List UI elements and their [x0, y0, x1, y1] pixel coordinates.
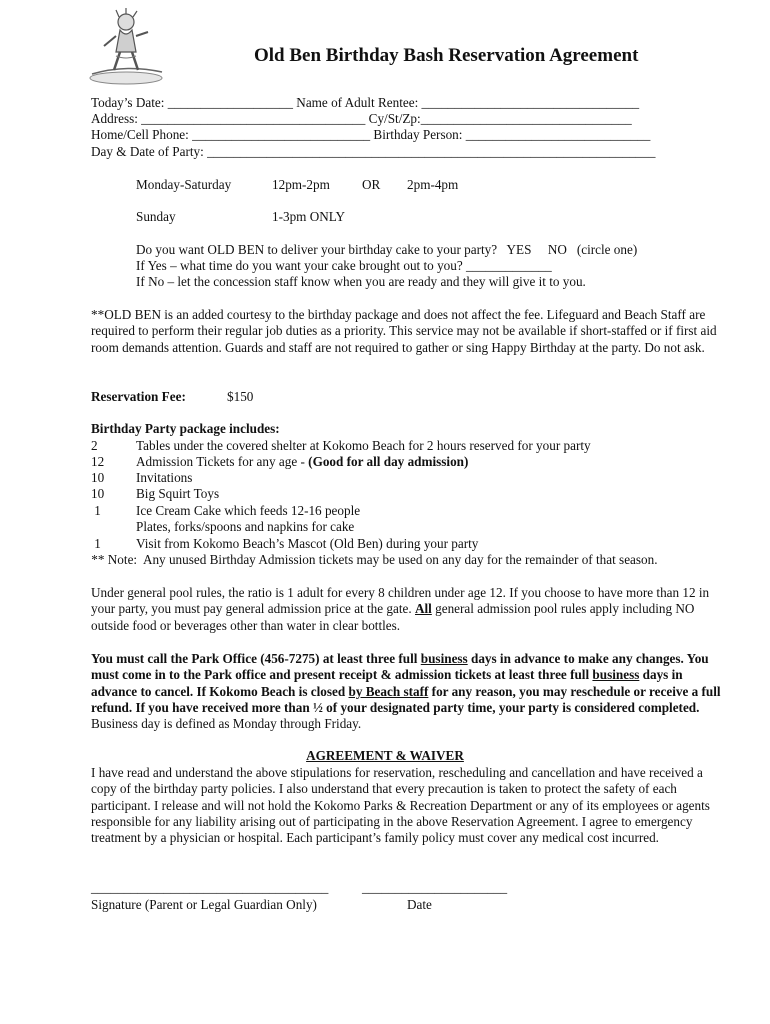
package-item: Big Squirt Toys: [136, 486, 220, 501]
or-label: OR: [362, 177, 381, 192]
package-item: Ice Cream Cake which feeds 12-16 people: [136, 503, 361, 518]
signature-line[interactable]: ____________________________________: [91, 880, 329, 895]
date-label: Date: [407, 897, 432, 912]
package-qty: 12: [91, 454, 105, 469]
phone-birthday-person-line[interactable]: Home/Cell Phone: ___________________________ Birthday Person: ____________________________: [91, 127, 651, 142]
package-qty: 1: [91, 536, 101, 551]
monsat-slot-1: 12pm-2pm: [272, 177, 330, 192]
todays-date-rentee-line[interactable]: Today’s Date: ___________________ Name of Adult Rentee: _________________________________: [91, 95, 640, 110]
sunday-label: Sunday: [136, 209, 176, 224]
policy-paragraph: You must call the Park Office (456-7275) at least three full business days in advance to make any changes. You must come in to the Park office and present receipt & admission tickets at least three full business days in advance to cancel. If Kokomo Beach is closed by Beach staff for any reason, you may reschedule or receive a full refund. If you have received more than ½ of your designated party time, your party is considered completed. Business day is defined as Monday through Friday.: [91, 651, 721, 732]
page-title: Old Ben Birthday Bash Reservation Agreement: [254, 45, 639, 66]
pool-rules-paragraph: Under general pool rules, the ratio is 1 adult for every 8 children under age 12. If you choose to have more than 12 in your party, you must pay general admission price at the gate. All general admission pool rules apply including NO outside food or beverages other than water in clear bottles.: [91, 585, 710, 633]
package-qty: 10: [91, 470, 105, 485]
package-qty: 1: [91, 503, 101, 518]
date-line[interactable]: ______________________: [362, 880, 508, 895]
cake-no-note: If No – let the concession staff know when you are ready and they will give it to you.: [136, 274, 586, 289]
package-item: Visit from Kokomo Beach’s Mascot (Old Ben) during your party: [136, 536, 479, 551]
address-line[interactable]: Address: __________________________________ Cy/St/Zp:________________________________: [91, 111, 632, 126]
sunday-slot: 1-3pm ONLY: [272, 209, 346, 224]
package-item: Invitations: [136, 470, 193, 485]
cake-question: Do you want OLD BEN to deliver your birthday cake to your party? YES NO (circle one): [136, 242, 638, 257]
package-heading: Birthday Party package includes:: [91, 421, 280, 436]
party-date-line[interactable]: Day & Date of Party: ____________________________________________________________________: [91, 144, 656, 159]
old-ben-mascot-logo: [86, 8, 166, 88]
fee-value: $150: [227, 389, 254, 404]
cake-time-question: If Yes – what time do you want your cake brought out to you? _____________: [136, 258, 552, 273]
monsat-slot-2: 2pm-4pm: [407, 177, 459, 192]
package-item: Plates, forks/spoons and napkins for cake: [136, 519, 355, 534]
package-qty: 2: [91, 438, 98, 453]
waiver-heading: AGREEMENT & WAIVER: [306, 748, 464, 763]
waiver-paragraph: I have read and understand the above stipulations for reservation, rescheduling and cancellation and have received a copy of the birthday party policies. I also understand that every precaution is taken to protect the safety of each participant. I release and will not hold the Kokomo Parks & Recreation Department or any of its employees or agents responsible for any liability arising out of participating in the above Reservation Agreement. I agree to emergency treatment by a physician or hospital. Each participant’s family policy must cover any medical cost incurred.: [91, 765, 710, 846]
package-note: ** Note: Any unused Birthday Admission tickets may be used on any day for the remainder of that season.: [88, 552, 658, 567]
package-qty: 10: [91, 486, 105, 501]
package-item: Admission Tickets for any age - (Good for all day admission): [136, 454, 469, 469]
fee-label: Reservation Fee:: [91, 389, 186, 404]
courtesy-paragraph: **OLD BEN is an added courtesy to the birthday package and does not affect the fee. Lifeguard and Beach Staff are required to perform their regular job duties as a priority. This service may not be available if short-staffed or if first aid room demands attention. Guards and staff are not required to gather or sing Happy Birthday at the party. Do not ask.: [91, 307, 717, 355]
package-item: Tables under the covered shelter at Kokomo Beach for 2 hours reserved for your party: [136, 438, 591, 453]
monsat-label: Monday-Saturday: [136, 177, 232, 192]
signature-label: Signature (Parent or Legal Guardian Only): [91, 897, 317, 912]
